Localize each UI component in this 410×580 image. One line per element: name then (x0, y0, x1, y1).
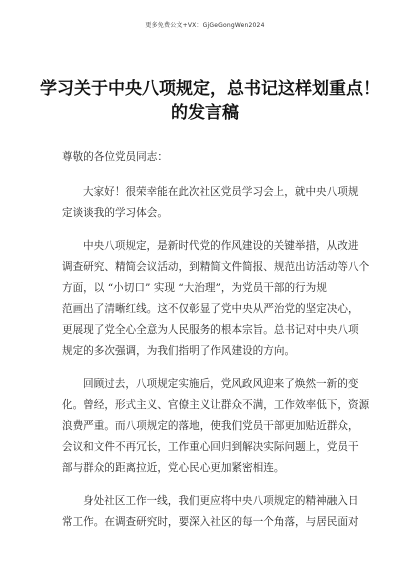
paragraph-3 (62, 374, 370, 479)
paragraph-line: 范画出了清晰红线。这不仅彰显了党中央从严治党的坚定决心， (62, 303, 359, 315)
paragraph-line: 大家好！很荣幸能在此次社区党员学习会上，就中央八项规 (83, 186, 359, 198)
document-title (40, 77, 380, 125)
paragraph-line: 化。曾经，形式主义、官僚主义让群众不满，工作效率低下，资源 (62, 399, 370, 411)
greeting (62, 147, 352, 168)
greeting-line: 尊敬的各位党员同志： (62, 151, 168, 163)
paragraph-line: 更展现了党全心全意为人民服务的根本宗旨。总书记对中央八项 (62, 324, 359, 336)
paragraph-line: 方面，以 “小切口” 实现 “大治理”，为党员干部的行为规 (62, 282, 327, 294)
paragraph-4 (62, 491, 359, 533)
paragraph-line: 部与群众的距离拉近，党心民心更加紧密相连。 (62, 462, 285, 474)
paragraph-line: 定谈谈我的学习体会。 (62, 207, 168, 219)
header-note: 更多免费公文+VX：GjGeGongWen2024 (145, 22, 265, 29)
document-body (62, 147, 370, 545)
paragraph-line: 回顾过去，八项规定实施后，党风政风迎来了焕然一新的变 (83, 378, 359, 390)
paragraph-line: 常工作。在调查研究时，要深入社区的每一个角落，与居民面对 (62, 516, 359, 528)
paragraph-line: 身处社区工作一线，我们更应将中央八项规定的精神融入日 (83, 495, 359, 507)
paragraph-2 (62, 236, 370, 362)
title-line-1: 学习关于中央八项规定，总书记这样划重点！ (40, 79, 380, 99)
paragraph-line: 会议和文件不再冗长，工作重心回归到解决实际问题上，党员干 (62, 441, 359, 453)
title-line-2: 的发言稿 (171, 103, 239, 123)
paragraph-line: 调查研究、精简会议活动，到精简文件简报、规范出访活动等八个 (62, 261, 370, 273)
paragraph-line: 中央八项规定，是新时代党的作风建设的关键举措，从改进 (83, 240, 359, 252)
paragraph-line: 规定的多次强调，为我们指明了作风建设的方向。 (62, 345, 296, 357)
paragraph-line: 浪费严重。而八项规定的落地，使我们党员干部更加贴近群众， (62, 420, 359, 432)
paragraph-1 (62, 182, 359, 224)
